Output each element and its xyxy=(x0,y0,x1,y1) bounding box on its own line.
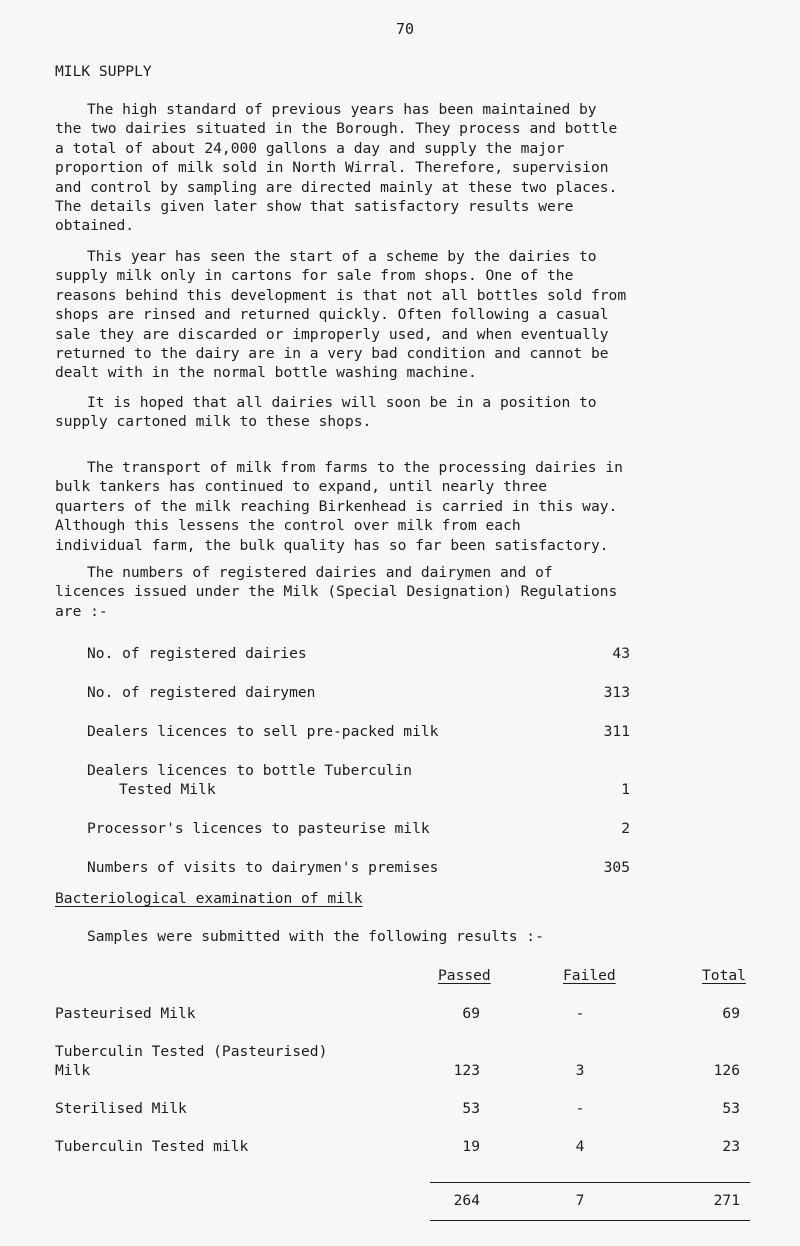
registration-value: 2 xyxy=(621,820,630,837)
text-line: dealt with in the normal bottle washing machine. xyxy=(55,364,477,382)
text-line: obtained. xyxy=(55,217,135,235)
text-line: supply milk only in cartons for sale from shops. One of the xyxy=(55,267,574,285)
total-passed: 264 xyxy=(453,1192,480,1209)
row-label: Tuberculin Tested milk xyxy=(55,1138,249,1155)
text-line: and control by sampling are directed mainly at these two places. xyxy=(55,178,618,196)
registration-value: 305 xyxy=(603,859,630,876)
row-label: Sterilised Milk xyxy=(55,1100,187,1117)
registration-value: 313 xyxy=(603,684,630,701)
text-line: The transport of milk from farms to the processing dairies in xyxy=(87,459,623,476)
page-number: 70 xyxy=(396,20,415,38)
registration-label: Dealers licences to bottle Tuberculin xyxy=(87,762,413,779)
text-line: licences issued under the Milk (Special Designation) Regulations xyxy=(55,583,618,601)
cell-failed: 3 xyxy=(575,1062,585,1079)
paragraph-hope xyxy=(55,393,775,432)
cell-failed: - xyxy=(575,1100,585,1117)
total-failed: 7 xyxy=(575,1192,585,1209)
text-line: are :- xyxy=(55,602,108,620)
column-header-passed: Passed xyxy=(438,967,491,984)
registration-label: No. of registered dairymen xyxy=(87,684,316,701)
paragraph-cartons xyxy=(55,247,775,383)
cell-passed: 69 xyxy=(462,1005,480,1022)
registration-label: Dealers licences to sell pre-packed milk xyxy=(87,723,439,740)
text-line: the two dairies situated in the Borough. They process and bottle xyxy=(55,120,618,138)
text-line: The high standard of previous years has been maintained by xyxy=(87,101,597,118)
cell-failed: - xyxy=(575,1005,585,1022)
registration-label: Numbers of visits to dairymen's premises xyxy=(87,859,439,876)
registration-label: No. of registered dairies xyxy=(87,645,307,662)
text-line: sale they are discarded or improperly used, and when eventually xyxy=(55,325,609,343)
text-line: Although this lessens the control over milk from each xyxy=(55,517,521,535)
registration-label: Tested Milk xyxy=(119,781,216,798)
registration-value: 311 xyxy=(603,723,630,740)
text-line: returned to the dairy are in a very bad condition and cannot be xyxy=(55,345,609,363)
text-line: The details given later show that satisfactory results were xyxy=(55,198,574,216)
cell-total: 53 xyxy=(722,1100,740,1117)
registration-label: Processor's licences to pasteurise milk xyxy=(87,820,430,837)
cell-passed: 123 xyxy=(453,1062,480,1079)
row-label: Milk xyxy=(55,1062,91,1079)
total-total: 271 xyxy=(713,1192,740,1209)
section-heading: MILK SUPPLY xyxy=(55,63,152,80)
text-line: proportion of milk sold in North Wirral. Therefore, supervision xyxy=(55,159,609,177)
column-header-total: Total xyxy=(702,967,746,984)
text-line: This year has seen the start of a scheme by the dairies to xyxy=(87,248,597,265)
text-line: It is hoped that all dairies will soon be in a position to xyxy=(87,394,597,411)
registration-value: 1 xyxy=(621,781,630,798)
registration-value: 43 xyxy=(612,645,630,662)
text-line: individual farm, the bulk quality has so far been satisfactory. xyxy=(55,536,609,554)
totals-rule-top xyxy=(430,1182,750,1183)
paragraph-dairies xyxy=(55,100,775,236)
totals-rule-bottom xyxy=(430,1220,750,1221)
text-line: The numbers of registered dairies and dairymen and of xyxy=(87,564,553,581)
text-line: reasons behind this development is that not all bottles sold from xyxy=(55,286,627,304)
row-label: Tuberculin Tested (Pasteurised) xyxy=(55,1043,328,1060)
text-line: bulk tankers has continued to expand, until nearly three xyxy=(55,478,548,496)
paragraph-numbers xyxy=(55,563,775,621)
row-label: Pasteurised Milk xyxy=(55,1005,196,1022)
cell-failed: 4 xyxy=(575,1138,585,1155)
cell-passed: 19 xyxy=(462,1138,480,1155)
column-header-failed: Failed xyxy=(563,967,616,984)
cell-total: 69 xyxy=(722,1005,740,1022)
cell-total: 126 xyxy=(713,1062,740,1079)
samples-intro: Samples were submitted with the following results :- xyxy=(87,928,544,945)
cell-passed: 53 xyxy=(462,1100,480,1117)
bacteriological-heading: Bacteriological examination of milk xyxy=(55,890,363,907)
paragraph-transport xyxy=(55,458,775,555)
text-line: a total of about 24,000 gallons a day and supply the major xyxy=(55,139,565,157)
text-line: shops are rinsed and returned quickly. Often following a casual xyxy=(55,306,609,324)
cell-total: 23 xyxy=(722,1138,740,1155)
text-line: supply cartoned milk to these shops. xyxy=(55,413,372,431)
text-line: quarters of the milk reaching Birkenhead is carried in this way. xyxy=(55,497,618,515)
